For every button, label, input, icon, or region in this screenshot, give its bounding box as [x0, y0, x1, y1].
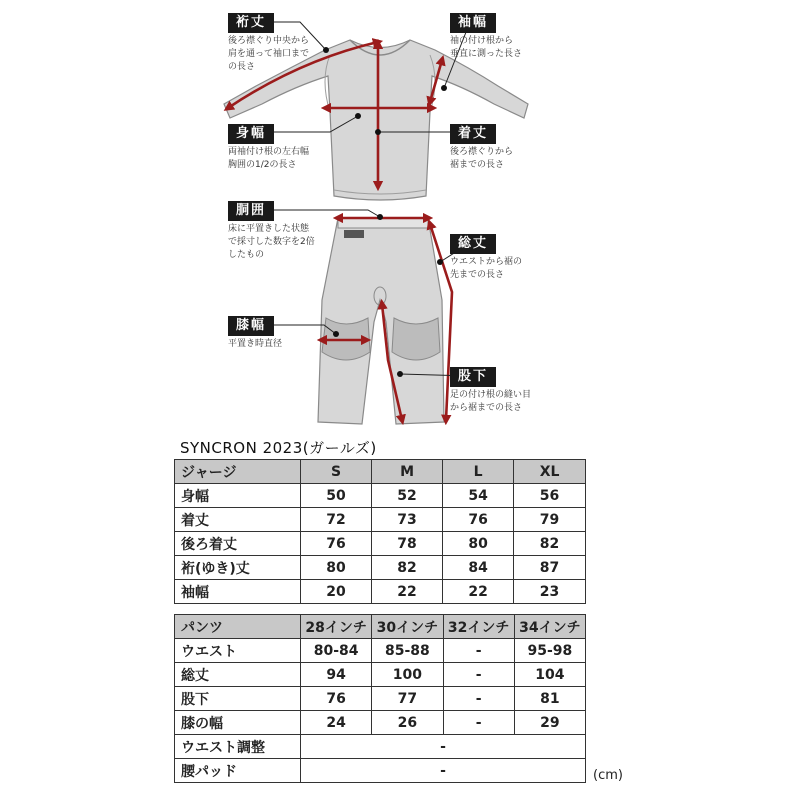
table-row [175, 759, 586, 783]
header-cell: 30インチ [372, 615, 443, 639]
table-cell: 85-88 [372, 639, 443, 663]
table-cell: 29 [514, 711, 585, 735]
callout-label-kitake: 着丈 [450, 124, 496, 144]
row-label: 身幅 [175, 484, 301, 508]
table-cell: 56 [514, 484, 586, 508]
table-row [175, 556, 586, 580]
table-row [175, 532, 586, 556]
table-cell: 76 [301, 532, 372, 556]
table-row [175, 580, 586, 604]
table-cell: 22 [443, 580, 514, 604]
callout-desc-domawari: 床に平置きした状態 で採寸した数字を2倍 したもの [228, 224, 315, 260]
table-cell: - [301, 735, 586, 759]
table-row [175, 711, 586, 735]
table-row [175, 687, 586, 711]
table-cell: - [443, 639, 514, 663]
callout-desc-hizahaba: 平置き時直径 [228, 339, 283, 349]
table-cell: 80-84 [301, 639, 372, 663]
table-cell: 73 [372, 508, 443, 532]
table-cell: - [443, 711, 514, 735]
table-header-row [175, 615, 586, 639]
header-cell: M [372, 460, 443, 484]
table-row [175, 663, 586, 687]
row-label: 袖幅 [175, 580, 301, 604]
table-header-row [175, 460, 586, 484]
table-cell: 23 [514, 580, 586, 604]
table-cell: 100 [372, 663, 443, 687]
callout-label-domawari: 胴囲 [228, 201, 274, 221]
row-label: 着丈 [175, 508, 301, 532]
header-cell: パンツ [175, 615, 301, 639]
header-cell: 32インチ [443, 615, 514, 639]
table-cell: 79 [514, 508, 586, 532]
callout-desc-mihaba: 両袖付け根の左右幅 胸囲の1/2の長さ [228, 147, 310, 170]
row-label: 膝の幅 [175, 711, 301, 735]
row-label: 股下 [175, 687, 301, 711]
table-row [175, 484, 586, 508]
header-cell: S [301, 460, 372, 484]
callout-label-yuki: 裄丈 [228, 13, 274, 33]
table-cell: 24 [301, 711, 372, 735]
callout-desc-sodehaba: 袖の付け根から 垂直に測った長さ [450, 36, 523, 59]
row-label: 後ろ着丈 [175, 532, 301, 556]
table-cell: 104 [514, 663, 585, 687]
header-cell: 28インチ [301, 615, 372, 639]
table-cell: 77 [372, 687, 443, 711]
table-cell: 82 [372, 556, 443, 580]
table-cell: 76 [301, 687, 372, 711]
table-cell: 84 [443, 556, 514, 580]
size-chart-title: SYNCRON 2023(ガールズ) [180, 439, 377, 457]
callout-label-soutake: 総丈 [450, 234, 496, 254]
callout-label-hizahaba: 膝幅 [228, 316, 274, 336]
unit-label: (cm) [593, 768, 623, 783]
table-cell: 76 [443, 508, 514, 532]
table-cell: 80 [443, 532, 514, 556]
header-cell: XL [514, 460, 586, 484]
callout-desc-soutake: ウエストから裾の 先までの長さ [450, 257, 523, 280]
table-cell: 50 [301, 484, 372, 508]
jersey-size-table [174, 459, 586, 604]
table-cell: 52 [372, 484, 443, 508]
table-cell: - [443, 663, 514, 687]
table-cell: 81 [514, 687, 585, 711]
table-cell: 95-98 [514, 639, 585, 663]
table-cell: 78 [372, 532, 443, 556]
table-cell: 54 [443, 484, 514, 508]
row-label: 腰パッド [175, 759, 301, 783]
table-cell: - [301, 759, 586, 783]
row-label: ウエスト [175, 639, 301, 663]
callout-desc-yuki: 後ろ襟ぐり中央から 肩を通って袖口まで の長さ [228, 36, 310, 72]
header-cell: ジャージ [175, 460, 301, 484]
callout-label-mihaba: 身幅 [228, 124, 274, 144]
table-cell: 82 [514, 532, 586, 556]
table-cell: 20 [301, 580, 372, 604]
table-cell: 26 [372, 711, 443, 735]
callout-label-sodehaba: 袖幅 [450, 13, 496, 33]
header-cell: L [443, 460, 514, 484]
table-row [175, 639, 586, 663]
header-cell: 34インチ [514, 615, 585, 639]
callout-desc-kitake: 後ろ襟ぐりから 裾までの長さ [450, 147, 514, 170]
table-cell: 94 [301, 663, 372, 687]
table-cell: 87 [514, 556, 586, 580]
table-row [175, 508, 586, 532]
table-cell: - [443, 687, 514, 711]
row-label: 総丈 [175, 663, 301, 687]
pants-illustration [318, 218, 444, 424]
row-label: 裄(ゆき)丈 [175, 556, 301, 580]
callout-desc-matashita: 足の付け根の縫い目 から裾までの長さ [450, 390, 532, 413]
table-cell: 80 [301, 556, 372, 580]
row-label: ウエスト調整 [175, 735, 301, 759]
table-row [175, 735, 586, 759]
table-cell: 22 [372, 580, 443, 604]
table-cell: 72 [301, 508, 372, 532]
callout-label-matashita: 股下 [450, 367, 496, 387]
pants-size-table [174, 614, 586, 783]
